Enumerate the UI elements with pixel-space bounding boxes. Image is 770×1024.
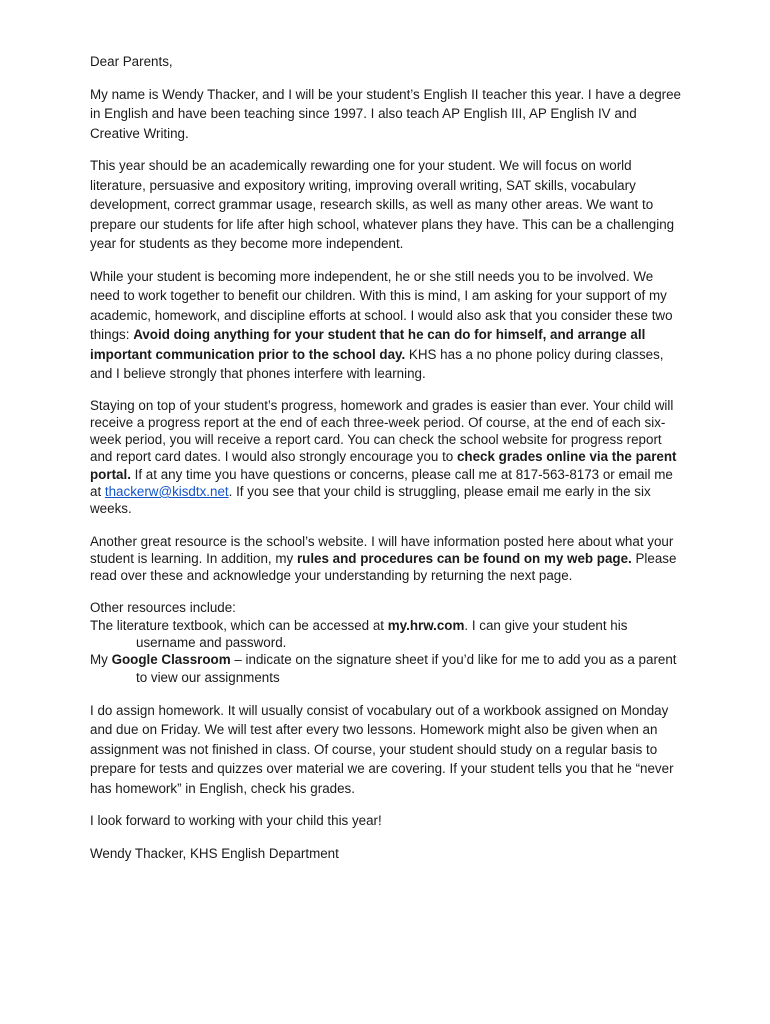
involvement-text-end: KHS has a no phone policy during classes, and I believe strongly that phones interfere with learning. — [90, 346, 664, 381]
closing-paragraph: I look forward to working with your child this year! — [90, 813, 382, 829]
resource-classroom-name: Google Classroom — [111, 652, 231, 668]
progress-text-end: . If you see that your child is struggling, please email me early in the six weeks. — [90, 483, 651, 517]
website-text-start: Another great resource is the school’s website. I will have information posted here about what your student is learning. In addition, my — [90, 533, 674, 566]
resource-textbook-end: . I can give your student his username and password. — [136, 617, 628, 651]
resource-textbook-start: The literature textbook, which can be accessed at — [90, 617, 388, 633]
curriculum-paragraph: This year should be an academically rewarding one for your student. We will focus on world literature, persuasive and expository writing, improving overall writing, SAT skills, vocabulary development, correct grammar usage, research skills, as well as many other areas. We want to prepare our students for life after high school, whatever plans they have. This can be a challenging year for students as they become more independent. — [90, 158, 675, 251]
homework-paragraph: I do assign homework. It will usually consist of vocabulary out of a workbook assigned on Monday and due on Friday. We will test after every two lessons. Homework might also be given when an assignment was not finished in class. Of course, your student should study on a regular basis to prepare for tests and quizzes over material we are covering. If your student tells you that he “never has homework” in English, check his grades. — [90, 702, 674, 796]
involvement-requests-bold: Avoid doing anything for your student that he can do for himself, and arrange all important communication prior to the school day. — [90, 327, 646, 362]
website-paragraph — [90, 533, 686, 585]
resource-textbook-site: my.hrw.com — [387, 617, 465, 633]
email-link[interactable]: thackerw@kisdtx.net — [104, 483, 229, 499]
resources-section — [90, 599, 686, 685]
progress-text-start: Staying on top of your student’s progress, homework and grades is easier than ever. Your child will receive a progress report at the end of each three-week period. Of course, at the end of each six-week period, you will receive a report card. You can check the school website for progress report and report card dates. I would also strongly encourage you to — [90, 397, 674, 465]
progress-paragraph — [90, 397, 686, 518]
involvement-text-start: While your student is becoming more independent, he or she still needs you to be involved. We need to work together to benefit our children. With this is mind, I am asking for your support of my academic, homework, and discipline efforts at school. I would also ask that you consider these two things: — [90, 268, 673, 342]
web-page-bold: rules and procedures can be found on my web page. — [296, 550, 632, 566]
resource-classroom-end: – indicate on the signature sheet if you’d like for me to add you as a parent to view our assignments — [136, 652, 677, 685]
website-text-end: Please read over these and acknowledge your understanding by returning the next page. — [90, 550, 677, 584]
resource-item-textbook — [90, 617, 686, 652]
involvement-paragraph — [90, 267, 686, 384]
intro-paragraph: My name is Wendy Thacker, and I will be your student’s English II teacher this year. I have a degree in English and have been teaching since 1997. I also teach AP English III, AP English IV and Creative Writing. — [90, 86, 681, 141]
signature: Wendy Thacker, KHS English Department — [90, 845, 339, 861]
parent-portal-bold: check grades online via the parent portal. — [90, 449, 677, 482]
resource-item-classroom — [90, 651, 686, 686]
letter-page — [90, 52, 686, 863]
progress-text-middle: If at any time you have questions or concerns, please call me at 817-563-8173 or email me at — [90, 466, 673, 499]
salutation: Dear Parents, — [90, 54, 173, 69]
resources-heading: Other resources include: — [90, 600, 236, 616]
resource-classroom-start: My — [90, 652, 112, 668]
